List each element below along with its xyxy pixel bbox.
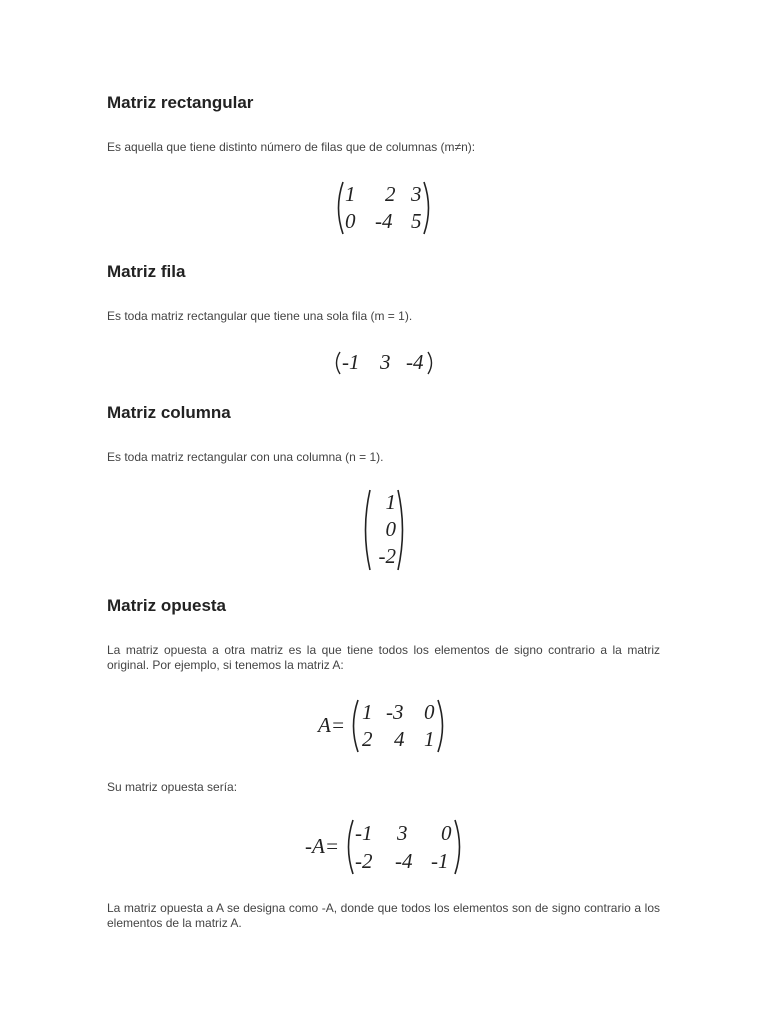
matrix-cell: 0 xyxy=(424,700,435,724)
section-title-opuesta: Matriz opuesta xyxy=(107,596,227,615)
matrix-prefix: -A= xyxy=(305,834,339,858)
matrix-a xyxy=(318,698,448,754)
matrix-cell: 5 xyxy=(411,209,422,233)
left-paren xyxy=(348,698,360,754)
matrix-cell: 1 xyxy=(424,727,435,751)
section-text-opuesta-2: Su matriz opuesta sería: xyxy=(107,780,238,794)
right-paren xyxy=(422,180,434,236)
matrix-columna xyxy=(360,488,408,572)
left-paren xyxy=(343,818,355,876)
left-paren xyxy=(333,180,345,236)
matrix-minus-a xyxy=(305,818,465,876)
matrix-cell: -4 xyxy=(375,209,393,233)
matrix-cell: 3 xyxy=(411,182,422,206)
matrix-fila xyxy=(332,349,436,377)
matrix-cell: -4 xyxy=(395,849,413,873)
matrix-prefix: A= xyxy=(318,713,345,737)
section-title-columna: Matriz columna xyxy=(107,403,231,422)
matrix-cell: 0 xyxy=(345,209,356,233)
matrix-cell: -2 xyxy=(355,849,373,873)
matrix-cell: -4 xyxy=(406,350,424,374)
matrix-rectangular xyxy=(333,180,433,236)
section-text-rectangular: Es aquella que tiene distinto número de filas que de columnas (m≠n): xyxy=(107,140,476,154)
section-text-opuesta: La matriz opuesta a otra matriz es la que tiene todos los elementos de signo contrario a la matriz original. Por ejemplo, si tenemos la matriz A: xyxy=(107,643,660,672)
right-paren xyxy=(396,488,408,572)
section-text-fila: Es toda matriz rectangular que tiene una sola fila (m = 1). xyxy=(107,309,413,323)
matrix-cell: 3 xyxy=(380,350,391,374)
right-paren xyxy=(453,818,465,876)
matrix-cell: 3 xyxy=(397,821,408,845)
matrix-cell: 1 xyxy=(345,182,356,206)
section-text-opuesta-3: La matriz opuesta a A se designa como -A, donde que todos los elementos son de signo contrario a los elementos de la matriz A. xyxy=(107,901,660,930)
matrix-cell: 2 xyxy=(385,182,396,206)
left-paren xyxy=(332,349,342,377)
left-paren xyxy=(360,488,372,572)
matrix-cell: -1 xyxy=(342,350,360,374)
matrix-cell: 0 xyxy=(441,821,452,845)
matrix-cell: 1 xyxy=(362,700,373,724)
section-title-fila: Matriz fila xyxy=(107,262,186,281)
matrix-cell: 1 xyxy=(385,490,396,514)
right-paren xyxy=(436,698,448,754)
right-paren xyxy=(426,349,436,377)
section-title-rectangular: Matriz rectangular xyxy=(107,93,254,112)
matrix-cell: 4 xyxy=(394,727,405,751)
section-text-columna: Es toda matriz rectangular con una columna (n = 1). xyxy=(107,450,384,464)
matrix-cell: -3 xyxy=(386,700,404,724)
matrix-cell: -1 xyxy=(431,849,449,873)
matrix-cell: -2 xyxy=(378,544,396,568)
matrix-cell: 2 xyxy=(362,727,373,751)
matrix-cell: 0 xyxy=(385,517,396,541)
matrix-cell: -1 xyxy=(355,821,373,845)
